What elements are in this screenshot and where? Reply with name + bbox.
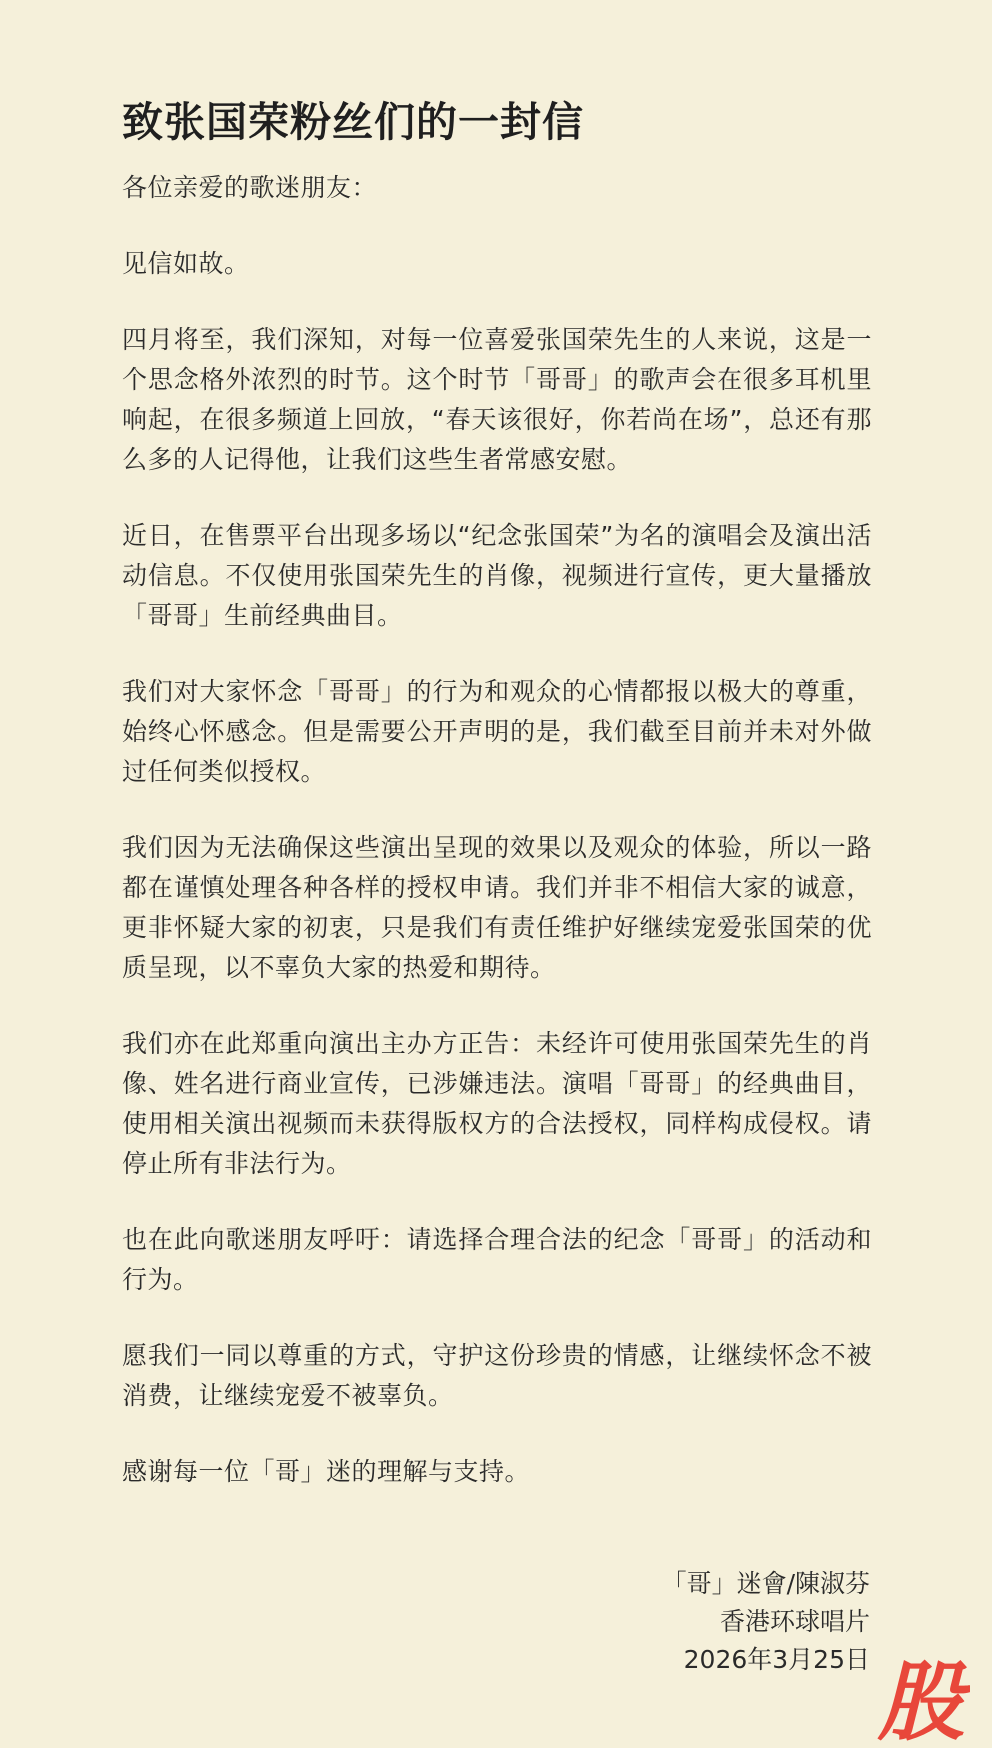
paragraph-9: 感谢每一位「哥」迷的理解与支持。 — [122, 1457, 531, 1486]
paragraph-5: 我们因为无法确保这些演出呈现的效果以及观众的体验，所以一路都在谨慎处理各种各样的授权申请。我们并非不相信大家的诚意，更非怀疑大家的初衷，只是我们有责任维护好继续宠爱张国荣的优质呈现，以不辜负大家的热爱和期待。 — [122, 833, 872, 982]
paragraph-3: 近日，在售票平台出现多场以“纪念张国荣”为名的演唱会及演出活动信息。不仅使用张国荣先生的肖像，视频进行宣传，更大量播放「哥哥」生前经典曲目。 — [122, 521, 872, 630]
paragraph-2: 四月将至，我们深知，对每一位喜爱张国荣先生的人来说，这是一个思念格外浓烈的时节。这个时节「哥哥」的歌声会在很多耳机里响起，在很多频道上回放，“春天该很好，你若尚在场”，总还有那么多的人记得他，让我们这些生者常感安慰。 — [122, 325, 872, 474]
signature-block — [662, 1565, 870, 1679]
paragraph-7: 也在此向歌迷朋友呼吁：请选择合理合法的纪念「哥哥」的活动和行为。 — [122, 1225, 872, 1294]
letter-title: 致张国荣粉丝们的一封信 — [122, 98, 584, 146]
letter-greeting: 各位亲爱的歌迷朋友： — [122, 173, 378, 202]
signature-date: 2026年3月25日 — [683, 1645, 870, 1674]
letter-body — [122, 96, 872, 1528]
watermark-char: 股 — [878, 1653, 964, 1742]
signature-name: 「哥」迷會/陳淑芬 — [661, 1569, 870, 1598]
paragraph-8: 愿我们一同以尊重的方式，守护这份珍贵的情感，让继续怀念不被消费，让继续宠爱不被辜负。 — [122, 1341, 872, 1410]
signature-company: 香港环球唱片 — [719, 1607, 870, 1636]
watermark-logo — [876, 1652, 970, 1742]
paragraph-1: 见信如故。 — [122, 249, 250, 278]
paragraph-4: 我们对大家怀念「哥哥」的行为和观众的心情都报以极大的尊重，始终心怀感念。但是需要公开声明的是，我们截至目前并未对外做过任何类似授权。 — [122, 677, 872, 786]
watermark-logo-icon — [876, 1652, 970, 1742]
paragraph-6: 我们亦在此郑重向演出主办方正告：未经许可使用张国荣先生的肖像、姓名进行商业宣传，已涉嫌违法。演唱「哥哥」的经典曲目，使用相关演出视频而未获得版权方的合法授权，同样构成侵权。请停止所有非法行为。 — [122, 1029, 872, 1178]
